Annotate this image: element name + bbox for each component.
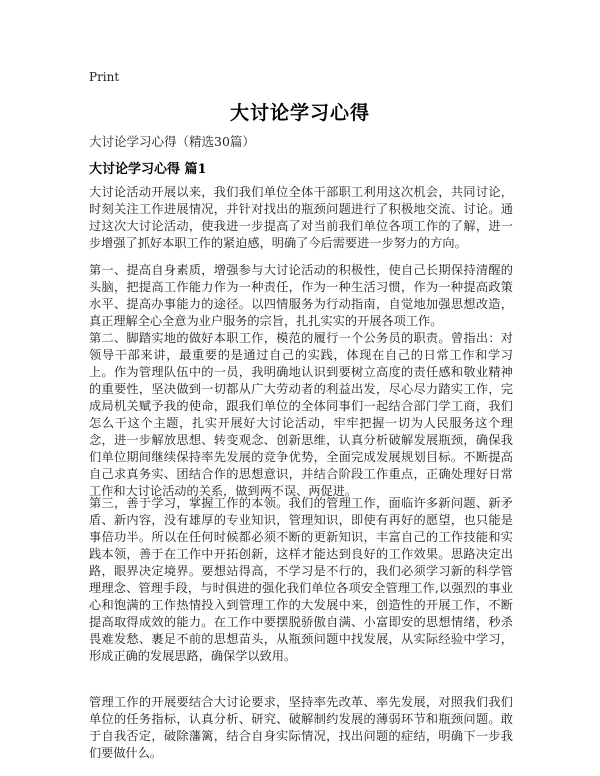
page-title: 大讨论学习心得 (229, 102, 370, 124)
body-paragraph: 第一、提高自身素质，增强参与大讨论活动的积极性，使自己长期保持清醒的头脑，把提高工作能力作为一种责任，作为一种生活习惯，作为一种提高政策水平、提高办事能力的途径。以四情服务为行动指南，自觉地加强思想改造，真正理解全心全意为业户服务的宗旨，扎扎实实的开展各项工作。 (89, 263, 513, 328)
print-link[interactable]: Print (89, 70, 120, 84)
body-paragraph: 第三，善于学习，掌握工作的本领。我们的管理工作，面临许多新问题、新矛盾、新内容，没有雄厚的专业知识，管理知识，即使有再好的愿望，也只能是事倍功半。所以在任何时候都必须不断的更新知识，丰富自己的工作技能和实践本领，善于在工作中开拓创新，这样才能达到良好的工作效果。思路决定出路，眼界决定境界。要想站得高，不学习是不行的，我们必须学习新的科学管理理念、管理手段，与时俱进的强化我们单位各项安全管理工作,以强烈的事业心和饱满的工作热情投入到管理工作的大发展中来，创造性的开展工作，不断提高取得成效的能力。在工作中要摆脱骄傲自满、小富即安的思想情绪，秒杀畏难发愁、裹足不前的思想苗头，从瓶颈问题中找发展，从实际经验中学习，形成正确的发展思路，确保学以致用。 (89, 496, 513, 663)
body-paragraph: 大讨论活动开展以来，我们我们单位全体干部职工利用这次机会，共同讨论，时刻关注工作进展情况，并针对找出的瓶颈问题进行了积极地交流、讨论。通过这次大讨论活动，使我进一步提高了对当前我们单位各项工作的了解，进一步增强了抓好本职工作的紧迫感，明确了今后需要进一步努力的方向。 (89, 185, 513, 250)
section-heading: 大讨论学习心得 篇1 (89, 162, 207, 177)
body-paragraph: 第二、脚踏实地的做好本职工作，模范的履行一个公务员的职责。曾指出：对领导干部来讲，最重要的是通过自己的实践，体现在自己的日常工作和学习上。作为管理队伍中的一员，我明确地认识到要树立高度的责任感和敬业精神的重要性，坚决做到一切都从广大劳动者的利益出发，尽心尽力踏实工作，完成局机关赋予我的使命，跟我们单位的全体同事们一起结合部门学工商，我们怎么干这个主题，扎实开展好大讨论活动，牢牢把握一切为人民服务这个理念，进一步解放思想、转变观念、创新思维，认真分析破解发展瓶颈，确保我们单位期间继续保持率先发展的竞争优势，全面完成发展规划目标。不断提高自己求真务实、团结合作的思想意识，并结合阶段工作重点，正确处理好日常工作和大讨论活动的关系，做到两不误、两促进。 (89, 331, 513, 498)
document-subtitle: 大讨论学习心得（精选30篇） (89, 134, 255, 149)
body-paragraph: 管理工作的开展要结合大讨论要求，坚持率先改革、率先发展，对照我们我们单位的任务指标，认真分析、研究、破解制约发展的薄弱环节和瓶颈问题。敢于自我否定，破除藩篱，结合自身实际情况，找出问题的症结，明确下一步我们要做什么。 (89, 695, 513, 760)
